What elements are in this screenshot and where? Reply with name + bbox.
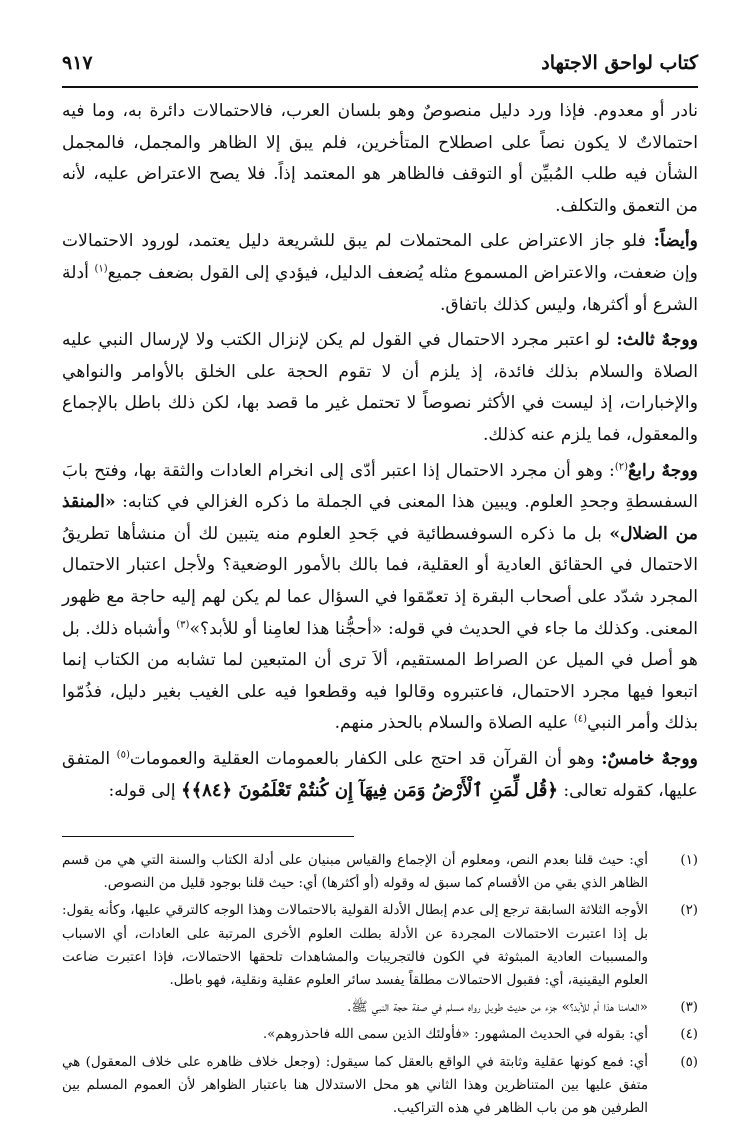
footnote-number: (٣) [680,1000,698,1016]
footnote [62,899,698,992]
paragraph-5 [62,744,698,808]
footnote-ref-3[interactable]: (٣) [176,618,190,630]
paragraph-2 [62,226,698,321]
paragraph-4-lead: ووجهٌ رابعٌ [628,460,698,481]
paragraph-1: نادر أو معدوم. فإذا ورد دليل منصوصٌ وهو بلسان العرب، فالاحتمالات دائرة به، وما فيه احتمالاتٌ لا يكون نصاً على اصطلاح المتأخرين، فلم يبق إلا الظاهر والمجمل، فالمجمل الشأن فيه طلب المُبيِّن أو التوقف فالظاهر هو المعتمد إذاً. فلا يصح الاعتراض عليه، لأنه من التعمق والتكلف. [62,101,698,216]
book-title: كتاب لواحق الاجتهاد [541,52,698,74]
main-text [62,96,698,808]
footnote-number: (١) [680,853,698,869]
footnote-ref-4[interactable]: (٤) [573,713,588,725]
footnote [62,996,698,1019]
paragraph-2-text-a: فلو جاز الاعتراض على المحتملات لم يبق للشريعة دليل يعتمد، لورود الاحتمالات وإن ضعفت، والاعتراض المسموع مثله يُضعف الدليل، فيؤدي إلى القول بضعف جميع [62,231,698,283]
paragraph-4-text-a: : وهو أن مجرد الاحتمال إذا اعتبر أدّى إلى انخرام العادات والثقة بها، وفتح بابَ السفسطةِ وجحدِ العلوم. ويبين هذا المعنى في الجملة ما ذكره الغزالي في كتابه: [62,460,698,513]
paragraph-3 [62,325,698,451]
paragraph-2-text-b: أدلة الشرع أو أكثرها، وليس كذلك باتفاق. [62,262,698,315]
footnote-number: (٢) [680,903,698,919]
footnote-ref-1[interactable]: (١) [94,263,108,275]
footnote-text: أي: فمع كونها عقلية وثابتة في الواقع بالعقل كما سيقول: (وجعل خلاف ظاهره على خلاف المعقول) هي متفق عليها بين المتناظرين وهذا الثاني هو محل الاستدلال هنا باعتبار الظواهر لأن العموم المسلم بين الطرفين هو من باب الظاهر في هذه التراكيب. [62,1054,648,1117]
footnote-text: أي: حيث قلنا بعدم النص، ومعلوم أن الإجماع والقياس مبنيان على أدلة الكتاب والسنة التي هي من قسم الظاهر الذي بقي من الأقسام كما سبق له وقوله (أو أكثرها) أي: حيث قلنا بوجود قليل من النصوص. [62,853,648,892]
footnote-ref-2[interactable]: (٢) [614,460,629,472]
footnote-separator [62,836,354,837]
paragraph-5-text-a: وهو أن القرآن قد احتج على الكفار بالعمومات العقلية والعمومات [129,748,602,769]
running-header [62,52,698,88]
paragraph-5-lead: ووجهٌ خامسٌ: [601,748,698,769]
footnote-ref-5[interactable]: (٥) [116,749,130,761]
footnote-text: الأوجه الثلاثة السابقة ترجع إلى عدم إبطال الأدلة القولية بالاحتمالات وهذا الوجه كالترقي عليها، وكأنه يقول: بل إذا اعتبرت الاحتمالات المجردة عن الأدلة بطلت العلوم الأخرى المرتبة على العادات، أي الاسباب والمسببات العادية المبثوثة في الكون فالتجريبات والمشاهدات تلحقها الاحتمالات، فإذا اعتبرت ضاعت العلوم اليقينية، أي: فقبول الاحتمالات مطلقاً يفسد سائر العلوم عقلية ونقلية، فهو باطل. [62,903,648,989]
footnote-text: «العامنا هذا أم للأبد؟» جزء من حديث طويل رواه مسلم في صفة حجة النبي ﷺ. [347,1000,648,1016]
book-citation: «المنقذ من الضلال» [62,492,698,544]
footnote [62,849,698,895]
paragraph-4-text-d: عليه الصلاة والسلام بالحذر منهم. [334,713,574,734]
paragraph-3-lead: ووجهٌ ثالث: [616,330,698,351]
footnote [62,1051,698,1121]
paragraph-5-text-c: إلى قوله: [108,781,182,802]
paragraph-2-lead: وأيضاً: [653,231,698,252]
book-page [62,52,698,1124]
footnote [62,1023,698,1046]
paragraph-4-text-b: بل ما ذكره السوفسطائية في جَحدِ العلوم منه يتبين لك أن منشأها تطريقُ الاحتمال في الحقائق العادية أو العقلية، فما بالك بالأمور الوضعية؟ ولأجل اعتبار الاحتمال المجرد شدّد على أصحاب البقرة إذ تعمّقوا في السؤال عما لم يكن لهم إليه حاجة مع ظهور المعنى. وكذلك ما جاء في الحديث في قوله: «أحجُّنا هذا لعامِنا أو للأبد؟» [62,523,698,639]
paragraph-4-text-c: وأشباه ذلك. بل هو أصل في الميل عن الصراط المستقيم، ألاَ ترى أن المتبعين لما تشابه من الكتاب إنما اتبعوا فيها مجرد الاحتمال، فاعتبروه وقالوا فيه وقطعوا فيه على الغيب بغير دليل، فذُمّوا بذلك وأمر النبي [62,618,698,734]
paragraph-4 [62,456,698,740]
footnote-number: (٤) [680,1027,698,1043]
footnotes [62,849,698,1120]
footnote-number: (٥) [680,1054,698,1070]
footnote-text: أي: بقوله في الحديث المشهور: «فأولئك الذين سمى الله فاحذروهم». [262,1027,648,1043]
quran-verse: ﴿قُل لِّمَنِ ٱلْأَرْضُ وَمَن فِيهَآ إِن كُنتُمْ تَعْلَمُونَ ﴿٨٤﴾﴾ [181,780,558,802]
paragraph-3-text: لو اعتبر مجرد الاحتمال في القول لم يكن لإنزال الكتب ولا لإرسال النبي عليه الصلاة والسلام بذلك فائدة، إذ يلزم أن لا تقوم الحجة على الخلق بالأوامر والنواهي والإخبارات، إذ ليست في الأكثر نصوصاً لا تحتمل غير ما قصد بها، لكن ذلك باطل بالإجماع والمعقول، فما يلزم عنه كذلك. [62,330,698,445]
page-number: ٩١٧ [62,52,93,74]
paragraph-5-text-b: المتفق عليها، كقوله تعالى: [62,748,698,802]
